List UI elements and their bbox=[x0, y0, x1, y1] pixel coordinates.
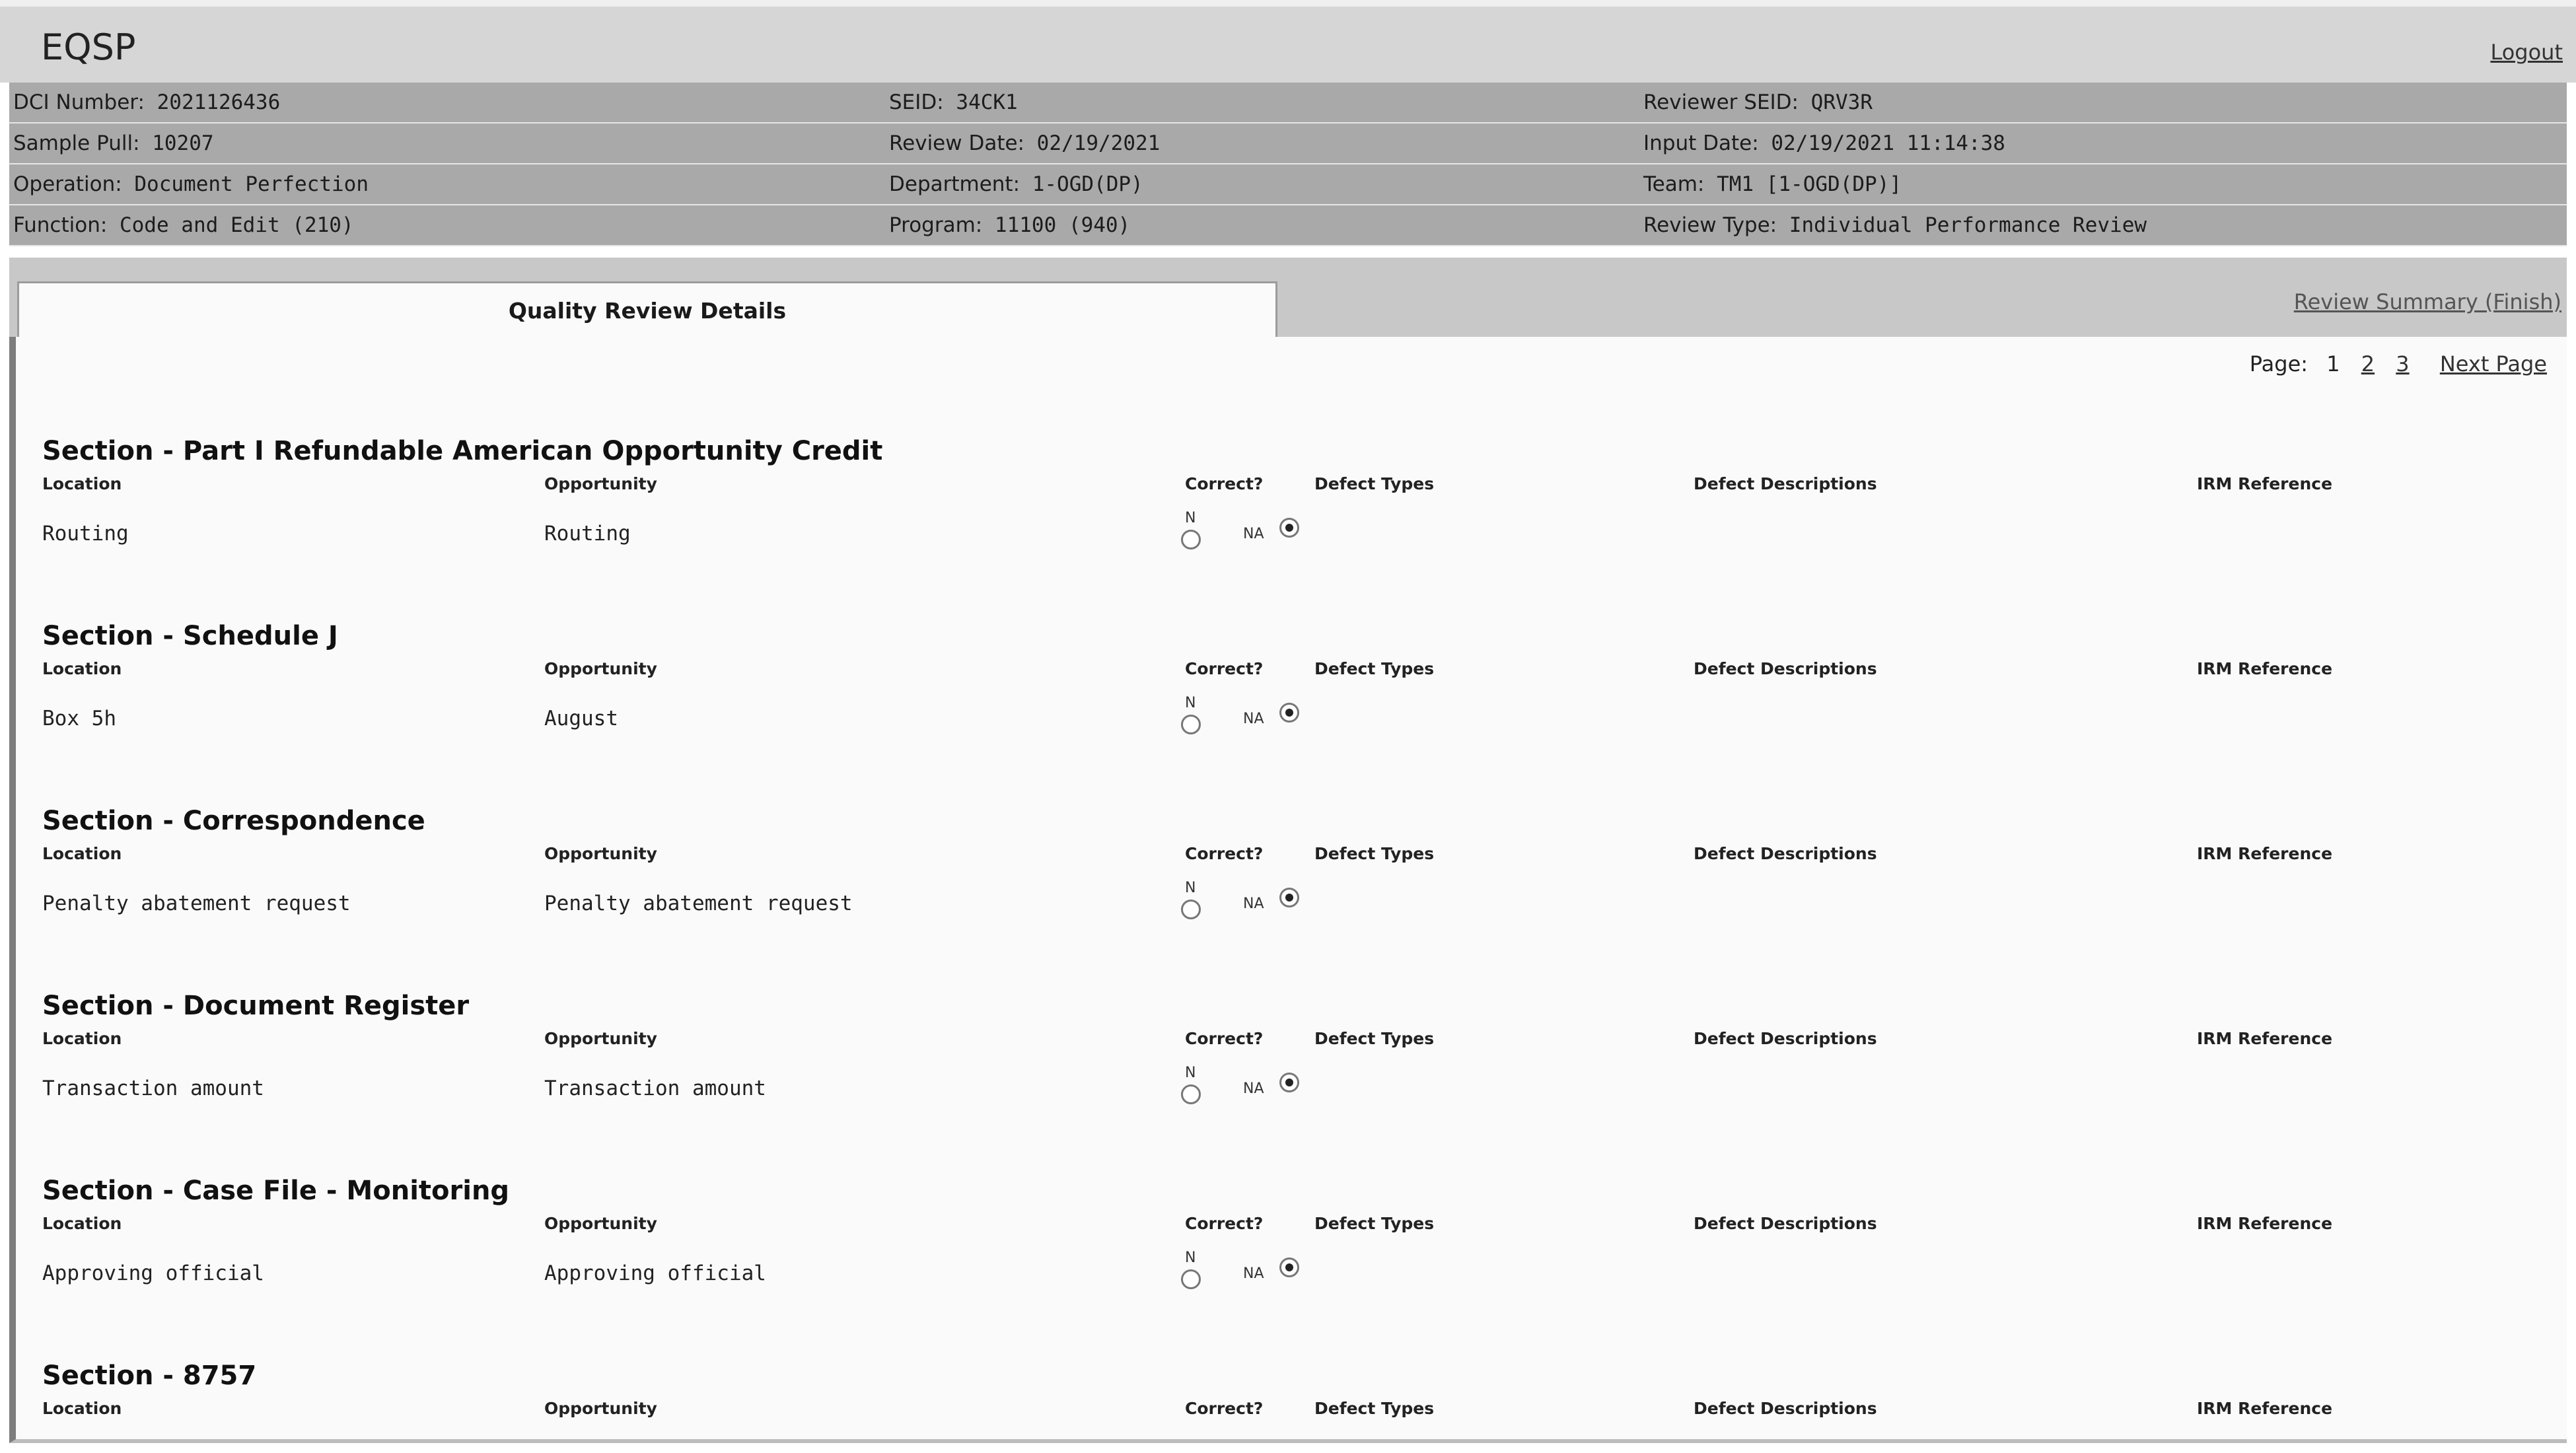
radio-n-label: N bbox=[1185, 1065, 1196, 1081]
radio-na-selected[interactable] bbox=[1279, 888, 1299, 907]
defect-types-header: Defect Types bbox=[1314, 659, 1435, 678]
location-header: Location bbox=[42, 1399, 122, 1418]
tab-strip bbox=[9, 258, 2567, 338]
review-content bbox=[9, 337, 2567, 1443]
tab-quality-review-details[interactable] bbox=[17, 281, 1277, 338]
title-bar bbox=[0, 0, 2576, 83]
opportunity-value: Penalty abatement request bbox=[544, 892, 853, 915]
defect-descriptions-header: Defect Descriptions bbox=[1694, 844, 1877, 863]
location-header: Location bbox=[42, 474, 122, 493]
dci-number: DCI Number: 2021126436 bbox=[13, 90, 281, 114]
opportunity-header: Opportunity bbox=[544, 844, 657, 863]
input-date: Input Date: 02/19/2021 11:14:38 bbox=[1643, 131, 2005, 155]
radio-na-label: NA bbox=[1243, 1081, 1264, 1097]
info-row bbox=[9, 83, 2567, 124]
radio-n-label: N bbox=[1185, 880, 1196, 896]
location-header: Location bbox=[42, 659, 122, 678]
correct-header: Correct? bbox=[1185, 1029, 1264, 1048]
case-info-panel bbox=[9, 83, 2567, 246]
section-title: Section - Schedule J bbox=[42, 621, 338, 651]
section-title: Section - Case File - Monitoring bbox=[42, 1176, 510, 1206]
radio-na-label: NA bbox=[1243, 1265, 1264, 1282]
program: Program: 11100 (940) bbox=[889, 213, 1131, 237]
defect-types-header: Defect Types bbox=[1314, 1399, 1435, 1418]
section-title: Section - Document Register bbox=[42, 991, 470, 1021]
opportunity-value: Routing bbox=[544, 522, 631, 546]
correct-header: Correct? bbox=[1185, 1214, 1264, 1233]
irm-reference-header: IRM Reference bbox=[2197, 659, 2333, 678]
opportunity-header: Opportunity bbox=[544, 659, 657, 678]
radio-n[interactable] bbox=[1181, 715, 1201, 734]
irm-reference-header: IRM Reference bbox=[2197, 1399, 2333, 1418]
department: Department: 1-OGD(DP) bbox=[889, 172, 1143, 196]
function: Function: Code and Edit (210) bbox=[13, 213, 354, 237]
defect-types-header: Defect Types bbox=[1314, 1029, 1435, 1048]
tab-review-summary-finish[interactable]: Review Summary (Finish) bbox=[2293, 289, 2561, 314]
section-title: Section - Correspondence bbox=[42, 806, 425, 836]
review-date: Review Date: 02/19/2021 bbox=[889, 131, 1161, 155]
opportunity-value: August bbox=[544, 707, 618, 730]
location-header: Location bbox=[42, 844, 122, 863]
page-3-link[interactable]: 3 bbox=[2396, 351, 2410, 376]
radio-na-label: NA bbox=[1243, 711, 1264, 727]
defect-descriptions-header: Defect Descriptions bbox=[1694, 659, 1877, 678]
correct-header: Correct? bbox=[1185, 474, 1264, 493]
review-type: Review Type: Individual Performance Review bbox=[1643, 213, 2147, 237]
team: Team: TM1 [1-OGD(DP)] bbox=[1643, 172, 1902, 196]
info-row bbox=[9, 205, 2567, 246]
radio-n[interactable] bbox=[1181, 1084, 1201, 1104]
defect-descriptions-header: Defect Descriptions bbox=[1694, 1214, 1877, 1233]
radio-n-label: N bbox=[1185, 1250, 1196, 1266]
reviewer-seid: Reviewer SEID: QRV3R bbox=[1643, 90, 1873, 114]
radio-n-label: N bbox=[1185, 510, 1196, 526]
location-header: Location bbox=[42, 1029, 122, 1048]
location-value: Approving official bbox=[42, 1261, 264, 1285]
section-title: Section - Part I Refundable American Opportunity Credit bbox=[42, 436, 883, 466]
location-header: Location bbox=[42, 1214, 122, 1233]
tab-label: Quality Review Details bbox=[508, 298, 787, 324]
opportunity-value: Transaction amount bbox=[544, 1077, 766, 1100]
location-value: Routing bbox=[42, 522, 129, 546]
defect-types-header: Defect Types bbox=[1314, 474, 1435, 493]
irm-reference-header: IRM Reference bbox=[2197, 1214, 2333, 1233]
pager bbox=[2250, 351, 2547, 376]
review-section bbox=[16, 1361, 2567, 1443]
opportunity-value: Approving official bbox=[544, 1261, 766, 1285]
radio-n[interactable] bbox=[1181, 1269, 1201, 1289]
operation: Operation: Document Perfection bbox=[13, 172, 369, 196]
defect-descriptions-header: Defect Descriptions bbox=[1694, 474, 1877, 493]
review-section bbox=[16, 621, 2567, 806]
page-1-current: 1 bbox=[2326, 351, 2340, 376]
sample-pull: Sample Pull: 10207 bbox=[13, 131, 214, 155]
info-row bbox=[9, 164, 2567, 205]
radio-na-label: NA bbox=[1243, 896, 1264, 912]
seid: SEID: 34CK1 bbox=[889, 90, 1018, 114]
pager-label: Page: bbox=[2249, 351, 2308, 376]
correct-header: Correct? bbox=[1185, 1399, 1264, 1418]
opportunity-header: Opportunity bbox=[544, 1029, 657, 1048]
radio-na-selected[interactable] bbox=[1279, 518, 1299, 538]
location-value: Transaction amount bbox=[42, 1077, 264, 1100]
radio-na-selected[interactable] bbox=[1279, 1258, 1299, 1277]
correct-header: Correct? bbox=[1185, 659, 1264, 678]
opportunity-header: Opportunity bbox=[544, 1399, 657, 1418]
radio-n-label: N bbox=[1185, 695, 1196, 711]
section-title: Section - 8757 bbox=[42, 1361, 257, 1391]
app-title: EQSP bbox=[41, 26, 136, 68]
location-value: Penalty abatement request bbox=[42, 892, 351, 915]
review-section bbox=[16, 991, 2567, 1176]
correct-header: Correct? bbox=[1185, 844, 1264, 863]
defect-types-header: Defect Types bbox=[1314, 844, 1435, 863]
review-section bbox=[16, 1176, 2567, 1361]
radio-na-label: NA bbox=[1243, 526, 1264, 542]
defect-descriptions-header: Defect Descriptions bbox=[1694, 1399, 1877, 1418]
logout-link[interactable]: Logout bbox=[2490, 40, 2563, 65]
radio-n[interactable] bbox=[1181, 530, 1201, 549]
opportunity-header: Opportunity bbox=[544, 1214, 657, 1233]
info-row bbox=[9, 124, 2567, 164]
irm-reference-header: IRM Reference bbox=[2197, 844, 2333, 863]
review-section bbox=[16, 436, 2567, 621]
radio-na-selected[interactable] bbox=[1279, 703, 1299, 723]
radio-na-selected[interactable] bbox=[1279, 1073, 1299, 1092]
opportunity-header: Opportunity bbox=[544, 474, 657, 493]
next-page-link[interactable]: Next Page bbox=[2439, 351, 2547, 376]
review-section bbox=[16, 806, 2567, 991]
defect-descriptions-header: Defect Descriptions bbox=[1694, 1029, 1877, 1048]
page-2-link[interactable]: 2 bbox=[2361, 351, 2375, 376]
radio-n[interactable] bbox=[1181, 900, 1201, 919]
irm-reference-header: IRM Reference bbox=[2197, 1029, 2333, 1048]
defect-types-header: Defect Types bbox=[1314, 1214, 1435, 1233]
irm-reference-header: IRM Reference bbox=[2197, 474, 2333, 493]
location-value: Box 5h bbox=[42, 707, 116, 730]
